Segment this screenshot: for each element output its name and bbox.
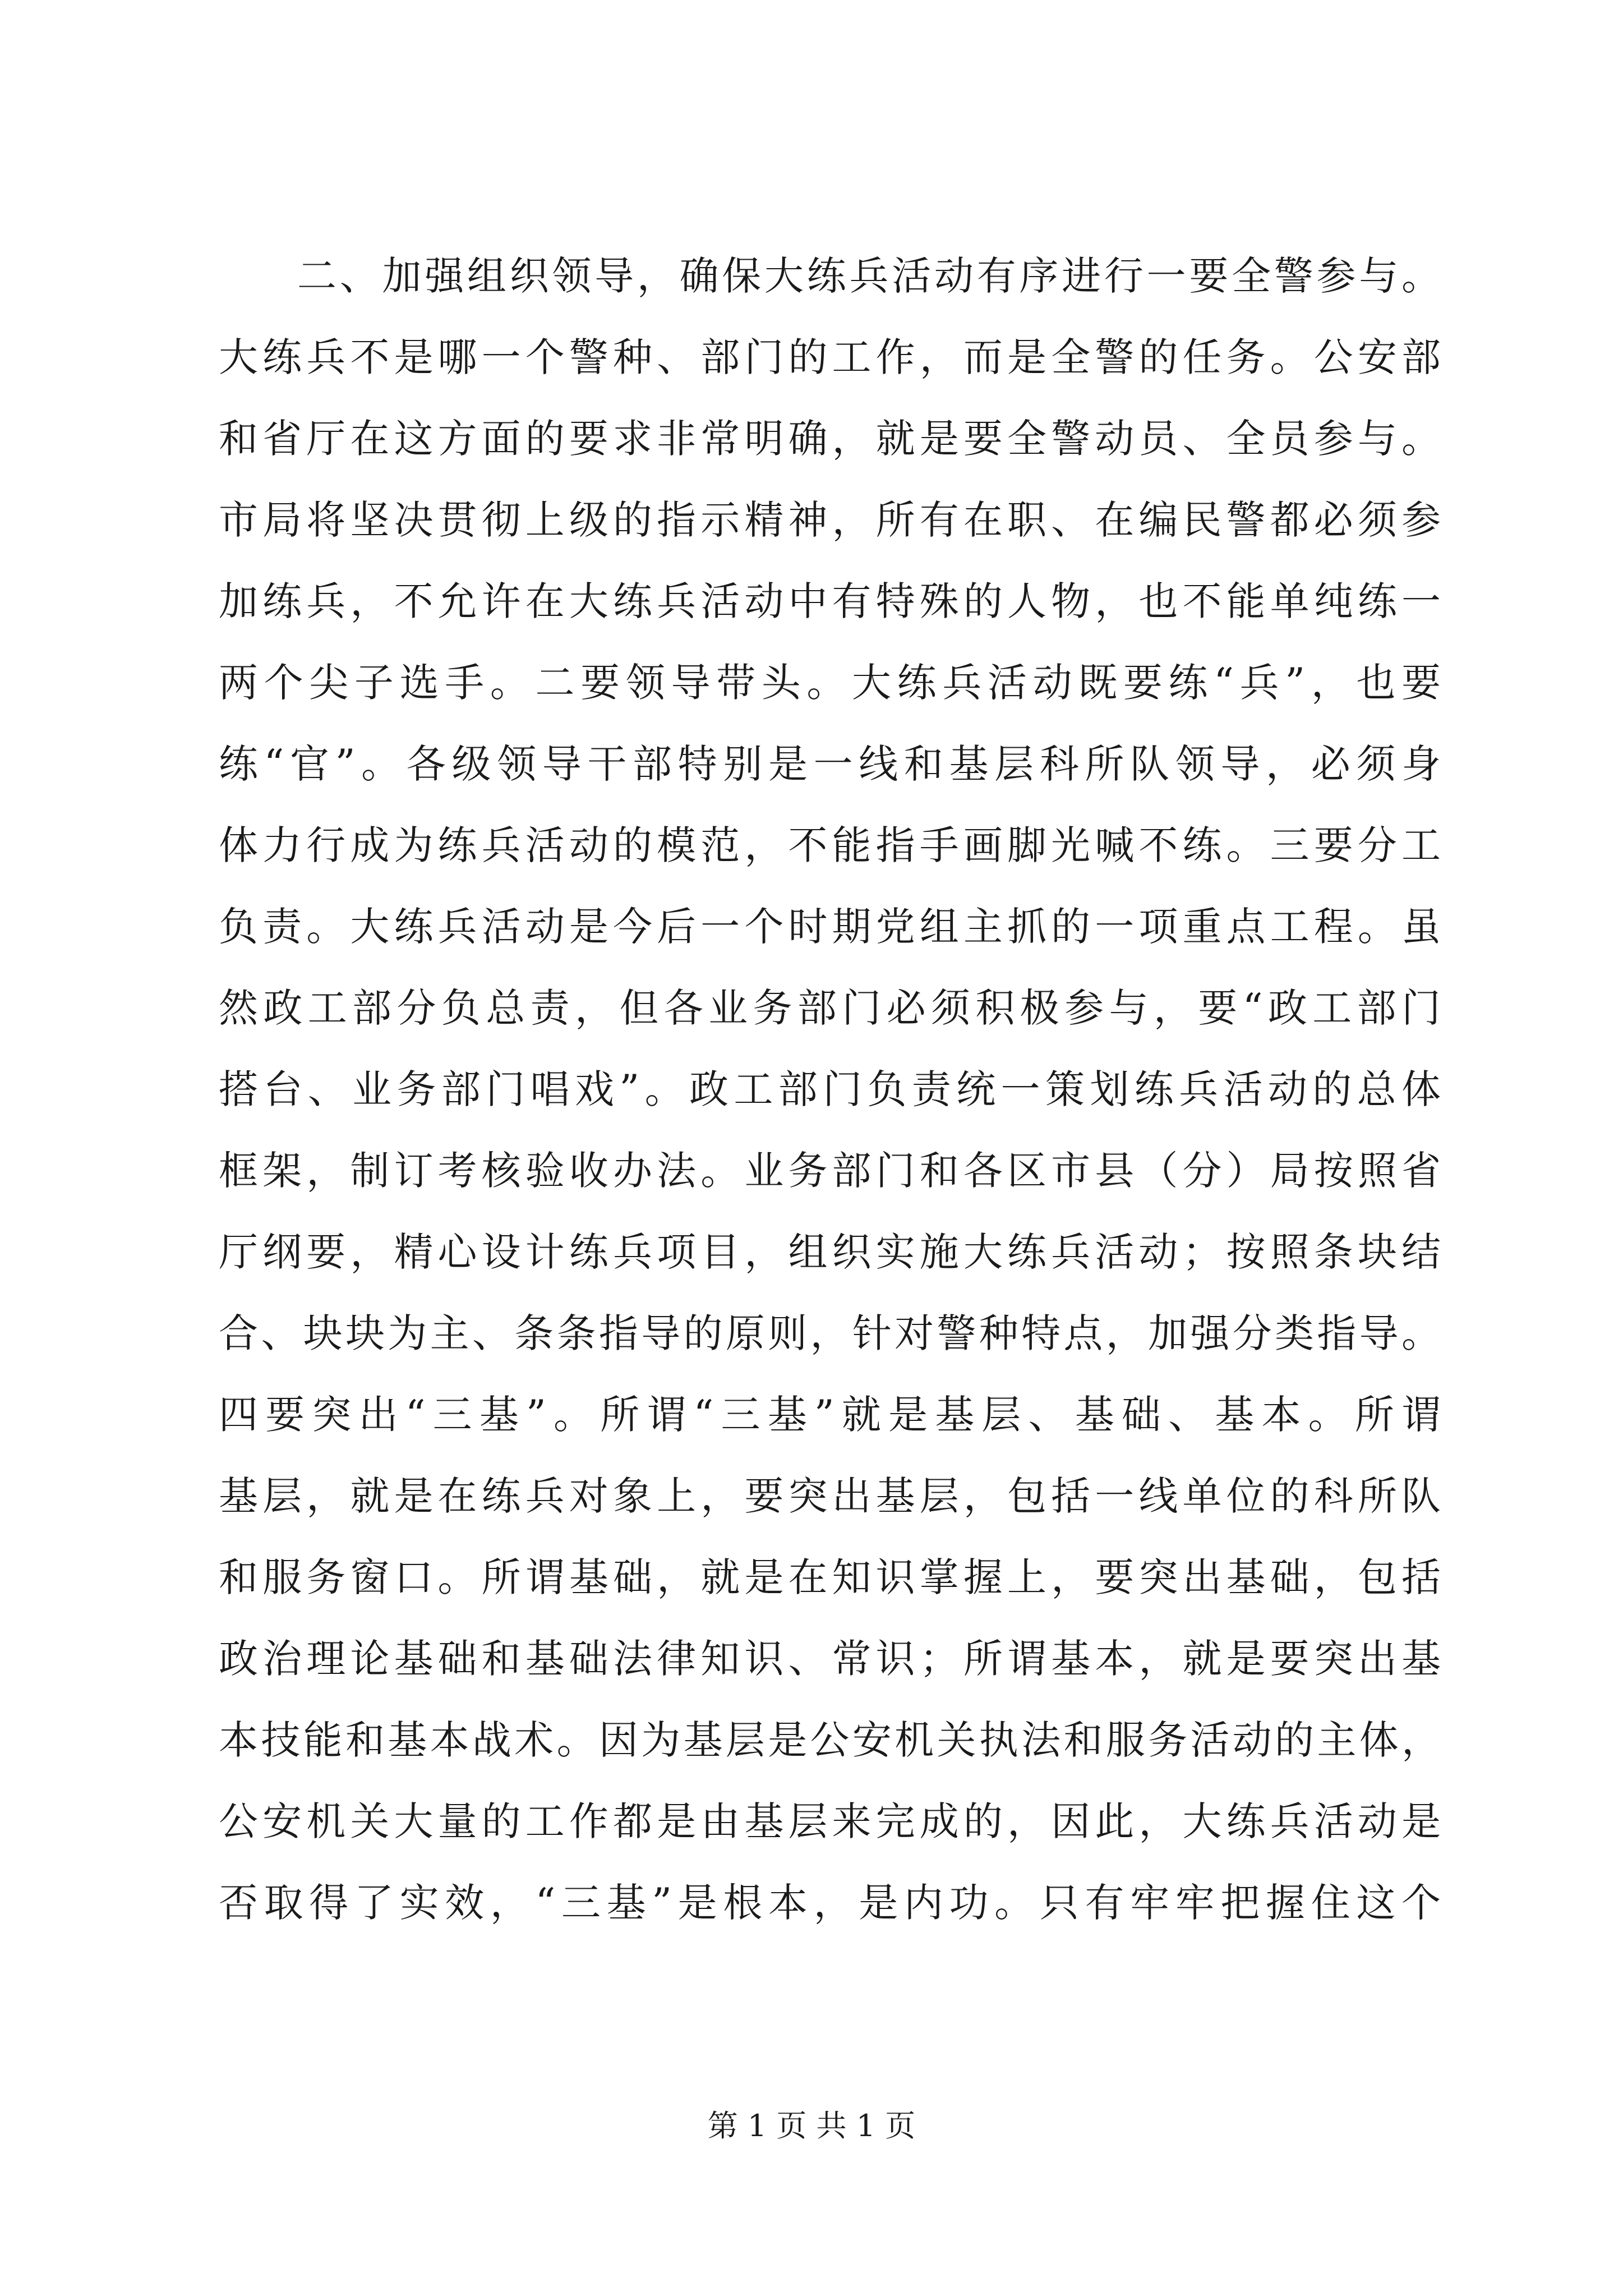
page-number-footer: 第 1 页 共 1 页 xyxy=(707,2108,916,2143)
text-line: 基层，就是在练兵对象上，要突出基层，包括一线单位的科所队 xyxy=(219,1473,1441,1519)
text-line: 练“官”。各级领导干部特别是一线和基层科所队领导，必须身 xyxy=(219,741,1441,787)
text-line: 框架，制订考核验收办法。业务部门和各区市县（分）局按照省 xyxy=(219,1148,1441,1194)
text-line: 大练兵不是哪一个警种、部门的工作，而是全警的任务。公安部 xyxy=(219,334,1441,380)
text-line: 二、加强组织领导，确保大练兵活动有序进行一要全警参与。 xyxy=(297,253,1441,299)
text-line: 合、块块为主、条条指导的原则，针对警种特点，加强分类指导。 xyxy=(219,1310,1441,1356)
text-line: 公安机关大量的工作都是由基层来完成的，因此，大练兵活动是 xyxy=(219,1798,1441,1844)
text-line: 搭台、业务部门唱戏”。政工部门负责统一策划练兵活动的总体 xyxy=(219,1066,1441,1112)
text-line: 四要突出“三基”。所谓“三基”就是基层、基础、基本。所谓 xyxy=(219,1392,1441,1438)
text-line: 和服务窗口。所谓基础，就是在知识掌握上，要突出基础，包括 xyxy=(219,1554,1441,1600)
text-line: 市局将坚决贯彻上级的指示精神，所有在职、在编民警都必须参 xyxy=(219,497,1441,543)
text-line: 和省厅在这方面的要求非常明确，就是要全警动员、全员参与。 xyxy=(219,416,1441,462)
text-line: 负责。大练兵活动是今后一个时期党组主抓的一项重点工程。虽 xyxy=(219,904,1441,950)
text-line: 本技能和基本战术。因为基层是公安机关执法和服务活动的主体， xyxy=(219,1717,1441,1763)
text-line: 加练兵，不允许在大练兵活动中有特殊的人物，也不能单纯练一 xyxy=(219,578,1441,624)
text-line: 体力行成为练兵活动的模范，不能指手画脚光喊不练。三要分工 xyxy=(219,822,1441,868)
text-line: 否取得了实效，“三基”是根本，是内功。只有牢牢把握住这个 xyxy=(219,1880,1441,1926)
body-paragraph xyxy=(219,236,1441,1944)
text-line: 然政工部分负总责，但各业务部门必须积极参与，要“政工部门 xyxy=(219,985,1441,1031)
text-line: 厅纲要，精心设计练兵项目，组织实施大练兵活动；按照条块结 xyxy=(219,1229,1441,1275)
text-line: 两个尖子选手。二要领导带头。大练兵活动既要练“兵”，也要 xyxy=(219,660,1441,706)
text-line: 政治理论基础和基础法律知识、常识；所谓基本，就是要突出基 xyxy=(219,1636,1441,1682)
